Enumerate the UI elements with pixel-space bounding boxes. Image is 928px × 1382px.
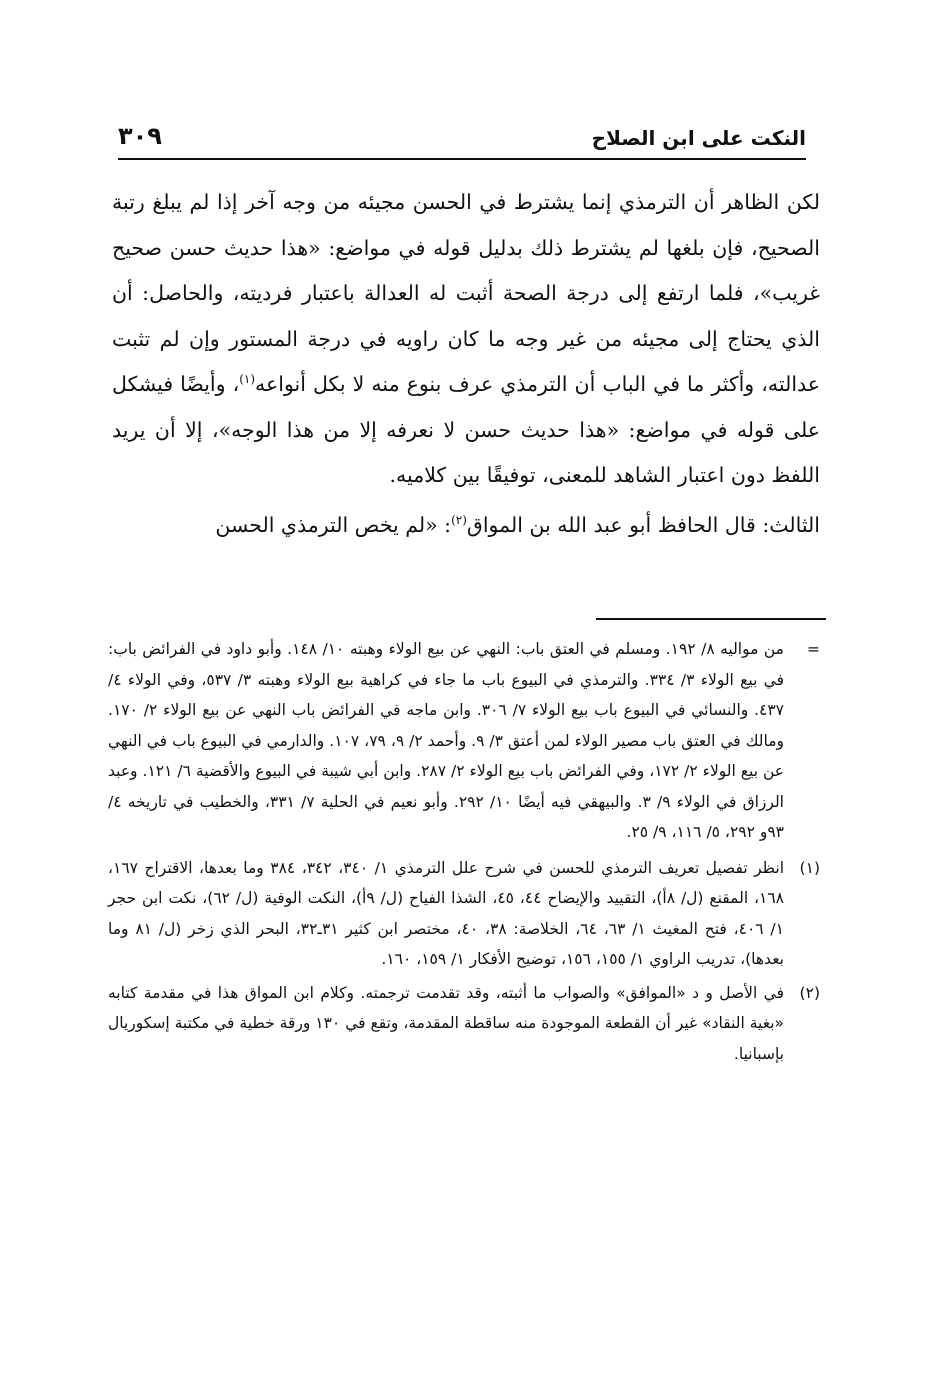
main-text [112,180,820,548]
footnote-2-marker: (٢) [799,983,820,1002]
footnote-continuation-text: من مواليه ٨/ ١٩٢. ومسلم في العتق باب: النهي عن بيع الولاء وهبته ١٠/ ١٤٨. وأبو داود في الفرائض باب: في بيع الولاء ٣/ ٣٣٤. والترمذي في البيوع باب ما جاء في كراهية بيع الولاء وهبته ٣/ ٥٣٧، وفي الولاء ٤/ ٤٣٧. والنسائي في البيوع باب بيع الولاء ٧/ ٣٠٦. وابن ماجه في الفرائض باب النهي عن بيع الولاء ٢/ ١٧٠. ومالك في العتق باب مصير الولاء لمن أعتق ٣/ ٩. وأحمد ٢/ ٩، ٧٩، ١٠٧. والدارمي في البيوع باب في النهي عن بيع الولاء ٢/ ١٧٢، وفي الفرائض باب بيع الولاء ٢/ ٢٨٧. وابن أبي شيبة في البيوع والأقضية ٦/ ١٢١. وعبد الرزاق في الولاء ٩/ ٣. والبيهقي فيه أيضًا ١٠/ ٢٩٢. وأبو نعيم في الحلية ٧/ ٣٣١، والخطيب في تاريخه ٤/ ٩٣و ٢٩٢، ٥/ ١١٦، ٩/ ٢٥. [108,640,785,841]
footnote-1-text: انظر تفصيل تعريف الترمذي للحسن في شرح علل الترمذي ١/ ٣٤٠، ٣٤٢، ٣٨٤ وما بعدها، الاقتراح ١٦٧، ١٦٨، المقنع (ل/ ٨أ)، التقييد والإيضاح ٤٤، ٤٥، الشذا الفياح (ل/ ٩أ)، النكت الوفية (ل/ ٦٢)، نكت ابن حجر ١/ ٤٠٦، فتح المغيث ١/ ٦٣، ٦٤، الخلاصة: ٣٨، ٤٠، مختصر ابن كثير ٣١ـ٣٢، البحر الذي زخر (ل/ ٨١ وما بعدها)، تدريب الراوي ١/ ١٥٥، ١٥٦، توضيح الأفكار ١/ ١٥٩، ١٦٠. [108,858,784,968]
page-number: ٣٠٩ [118,122,162,150]
main-paragraph-1 [112,180,820,499]
footnotes [108,634,820,1069]
main-paragraph-2 [112,503,820,549]
footnote-continuation-marker: = [807,640,820,658]
footnote-separator [596,618,826,620]
main-paragraph-1-tail: ، وأيضًا فيشكل على قوله في مواضع: «هذا حديث حسن لا نعرفه إلا من هذا الوجه»، إلا أن يريد اللفظ دون اعتبار الشاهد للمعنى، توفيقًا بين كلاميه. [112,372,820,487]
footnote-ref-2: (٢) [451,512,467,527]
footnote-1-marker: (١) [799,858,820,877]
main-paragraph-2-tail: : «لم يخص الترمذي الحسن [215,512,452,537]
footnote-2 [108,978,820,1070]
footnote-1 [108,853,820,975]
footnote-2-text: في الأصل و د «الموافق» والصواب ما أثبته، وقد تقدمت ترجمته. وكلام ابن المواق هذا في مقدمة كتابه «بغية النقاد» غير أن القطعة الموجودة منه ساقطة المقدمة، وتقع في ١٣٠ ورقة خطية في مكتبة إسكوريال بإسبانيا. [108,983,784,1063]
main-paragraph-2-text: الثالث: قال الحافظ أبو عبد الله بن المواق [466,512,820,537]
running-title: النكت على ابن الصلاح [591,126,806,150]
main-paragraph-1-text: لكن الظاهر أن الترمذي إنما يشترط في الحسن مجيئه من وجه آخر إذا لم يبلغ رتبة الصحيح، فإن بلغها لم يشترط ذلك بدليل قوله في مواضع: «هذا حديث حسن صحيح غريب»، فلما ارتفع إلى درجة الصحة أثبت له العدالة باعتبار فرديته، والحاصل: أن الذي يحتاج إلى مجيئه من غير وجه ما كان راويه في درجة المستور وإن لم تثبت عدالته، وأكثر ما في الباب أن الترمذي عرف بنوع منه لا بكل أنواعه [112,190,821,396]
page-header [118,118,806,162]
footnote-continuation [108,634,820,848]
header-rule [118,158,806,160]
footnote-ref-1: (١) [239,372,256,387]
